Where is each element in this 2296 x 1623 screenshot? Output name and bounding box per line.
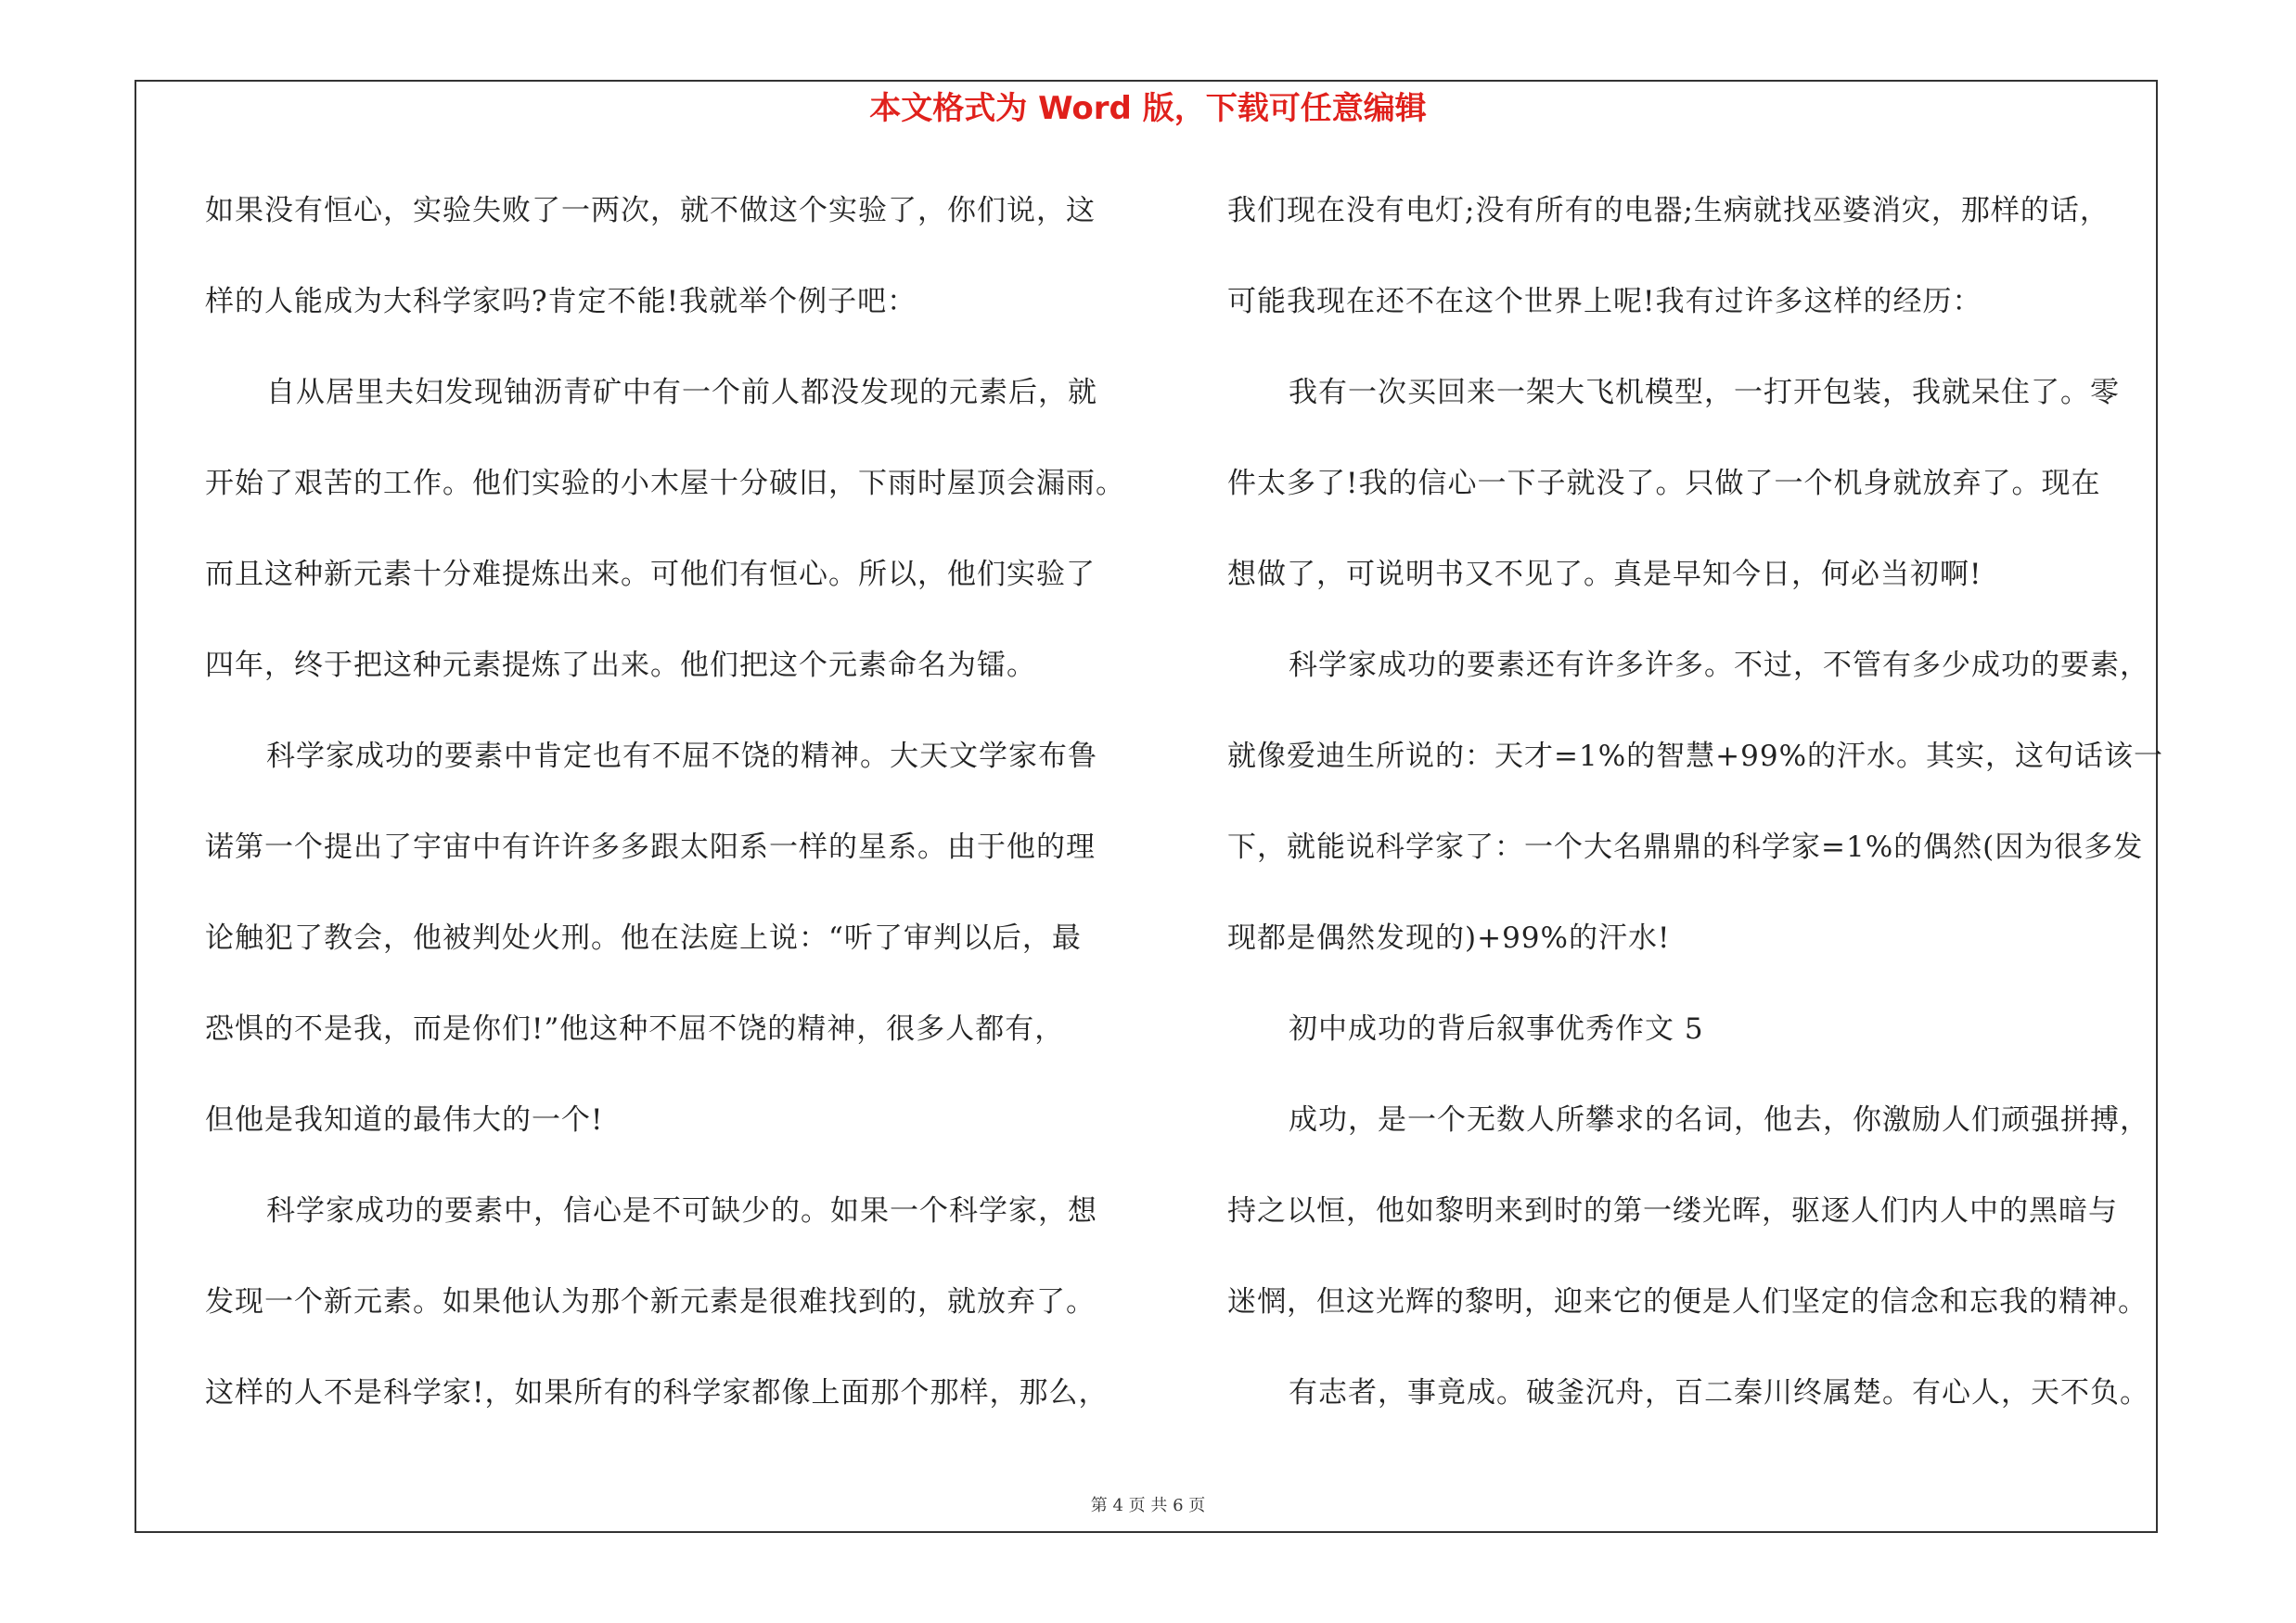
text-line: 但他是我知道的最伟大的一个! [205, 1103, 604, 1137]
text-line: 下，就能说科学家了：一个大名鼎鼎的科学家=1%的偶然(因为很多发 [1227, 831, 2144, 864]
text-line: 自从居里夫妇发现铀沥青矿中有一个前人都没发现的元素后，就 [266, 376, 1097, 409]
text-line: 初中成功的背后叙事优秀作文 5 [1289, 1012, 1704, 1046]
text-line: 迷惘，但这光辉的黎明，迎来它的便是人们坚定的信念和忘我的精神。 [1227, 1285, 2148, 1319]
text-line: 如果没有恒心，实验失败了一两次，就不做这个实验了，你们说，这 [205, 194, 1096, 227]
text-line: 件太多了!我的信心一下子就没了。只做了一个机身就放弃了。现在 [1227, 467, 2101, 500]
text-line: 而且这种新元素十分难提炼出来。可他们有恒心。所以，他们实验了 [205, 558, 1096, 591]
text-line: 可能我现在还不在这个世界上呢!我有过许多这样的经历： [1227, 285, 1982, 318]
text-line: 样的人能成为大科学家吗?肯定不能!我就举个例子吧： [205, 285, 917, 318]
right-column [1227, 183, 2164, 1456]
text-line: 科学家成功的要素中肯定也有不屈不饶的精神。大天文学家布鲁 [266, 740, 1097, 773]
text-line: 发现一个新元素。如果他认为那个新元素是很难找到的，就放弃了。 [205, 1285, 1096, 1319]
text-line: 恐惧的不是我，而是你们!”他这种不屈不饶的精神，很多人都有， [205, 1012, 1065, 1046]
text-line: 科学家成功的要素中，信心是不可缺少的。如果一个科学家，想 [266, 1194, 1097, 1228]
word-format-banner: 本文格式为 Word 版，下载可任意编辑 [869, 90, 1427, 127]
text-line: 四年，终于把这种元素提炼了出来。他们把这个元素命名为镭。 [205, 649, 1036, 682]
text-line: 持之以恒，他如黎明来到时的第一缕光晖，驱逐人们内人中的黑暗与 [1227, 1194, 2118, 1228]
text-line: 就像爱迪生所说的：天才=1%的智慧+99%的汗水。其实，这句话该一 [1227, 740, 2164, 773]
text-line: 有志者，事竟成。破釜沉舟，百二秦川终属楚。有心人，天不负。 [1289, 1376, 2149, 1410]
text-line: 我有一次买回来一架大飞机模型，一打开包装，我就呆住了。零 [1289, 376, 2120, 409]
text-line: 我们现在没有电灯;没有所有的电器;生病就找巫婆消灾，那样的话， [1227, 194, 2110, 227]
text-line: 这样的人不是科学家!，如果所有的科学家都像上面那个那样，那么， [205, 1376, 1109, 1410]
left-column [205, 183, 1133, 1456]
page-number-footer: 第 4 页 共 6 页 [1090, 1496, 1206, 1515]
text-line: 想做了，可说明书又不见了。真是早知今日，何必当初啊! [1227, 558, 1982, 591]
text-line: 科学家成功的要素还有许多许多。不过，不管有多少成功的要素， [1289, 649, 2149, 682]
text-line: 论触犯了教会，他被判处火刑。他在法庭上说：“听了审判以后，最 [205, 921, 1082, 955]
text-line: 成功，是一个无数人所攀求的名词，他去，你激励人们顽强拼搏， [1289, 1103, 2149, 1137]
text-line: 诺第一个提出了宇宙中有许许多多跟太阳系一样的星系。由于他的理 [205, 831, 1096, 864]
text-line: 现都是偶然发现的)+99%的汗水! [1227, 921, 1671, 955]
text-line: 开始了艰苦的工作。他们实验的小木屋十分破旧，下雨时屋顶会漏雨。 [205, 467, 1125, 500]
